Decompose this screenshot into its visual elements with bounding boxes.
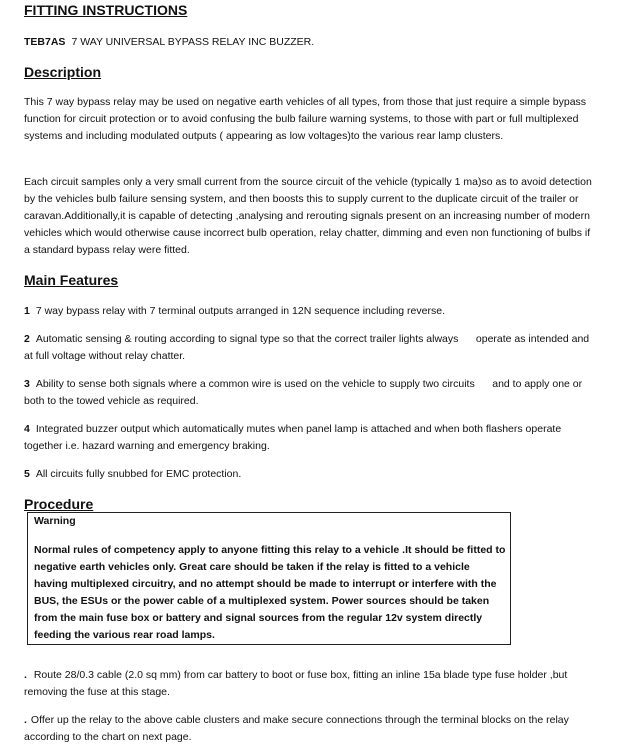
procedure-step-2 (24, 712, 596, 746)
feature-item-3 (24, 376, 596, 410)
feature-item-2 (24, 331, 596, 365)
feature-number: 4 (24, 423, 30, 435)
feature-item-5 (24, 466, 596, 483)
feature-number: 2 (24, 333, 30, 345)
procedure-step-1 (24, 667, 596, 701)
feature-text: Automatic sensing & routing according to signal type so that the correct trailer lights always operate as intended and at full voltage without relay chatter. (24, 333, 593, 362)
feature-item-4 (24, 421, 596, 455)
procedure-heading: Procedure (24, 496, 94, 512)
product-line (24, 36, 314, 48)
feature-item-1 (24, 303, 596, 320)
bullet-dot: . (24, 714, 27, 726)
feature-number: 3 (24, 378, 30, 390)
feature-number: 1 (24, 305, 30, 317)
description-paragraph-2: Each circuit samples only a very small current from the source circuit of the vehicle (typically 1 ma)so as to avoid detection by the vehicles bulb failure sensing system, and then boosts this to supply current to the duplicate circuit of the trailer or caravan.Additionally,it is capable of detecting ,analysing and rerouting signals present on an increasing number of modern vehicles which would otherwise cause incorrect bulb operation, relay chatter, dimming and even non functioning of bulbs if a standard bypass relay were fitted. (24, 176, 592, 256)
feature-text: Ability to sense both signals where a common wire is used on the vehicle to supply two circuits and to apply one or both to the towed vehicle as required. (24, 378, 586, 407)
feature-number: 5 (24, 468, 30, 480)
warning-text: Normal rules of competency apply to anyone fitting this relay to a vehicle .It should be fitted to negative earth vehicles only. Great care should be taken if the relay is fitted to a vehicle having multiplexed circuitry, and no attempt should be made to interrupt or interfere with the BUS, the ESUs or the power cable of a multiplexed system. Power sources should be taken from the main fuse box or battery and signal sources from the regular 12v system directly feeding the various rear road lamps. (34, 544, 506, 641)
product-name: 7 WAY UNIVERSAL BYPASS RELAY INC BUZZER. (71, 36, 315, 48)
warning-title: Warning (34, 515, 76, 527)
feature-text: 7 way bypass relay with 7 terminal outputs arranged in 12N sequence including reverse. (35, 305, 445, 317)
description-paragraph-1: This 7 way bypass relay may be used on negative earth vehicles of all types, from those that just require a simple bypass function for circuit protection or to avoid confusing the bulb failure warning systems, to those with part or full multiplexed systems and including modulated outputs ( appearing as low voltages)to the various rear lamp clusters. (24, 96, 587, 142)
product-code: TEB7AS (24, 36, 66, 48)
feature-text: Integrated buzzer output which automatically mutes when panel lamp is attached and when both flashers operate together i.e. hazard warning and emergency braking. (24, 423, 562, 452)
bullet-dot: . (24, 669, 27, 681)
features-heading: Main Features (24, 272, 119, 288)
step-text: Offer up the relay to the above cable clusters and make secure connections through the terminal blocks on the relay according to the chart on next page. (24, 714, 569, 743)
document-title: FITTING INSTRUCTIONS (24, 2, 188, 18)
step-text: Route 28/0.3 cable (2.0 sq mm) from car battery to boot or fuse box, fitting an inline 15a blade type fuse holder ,but removing the fuse at this stage. (24, 669, 568, 698)
feature-text: All circuits fully snubbed for EMC protection. (35, 468, 242, 480)
description-heading: Description (24, 64, 102, 80)
